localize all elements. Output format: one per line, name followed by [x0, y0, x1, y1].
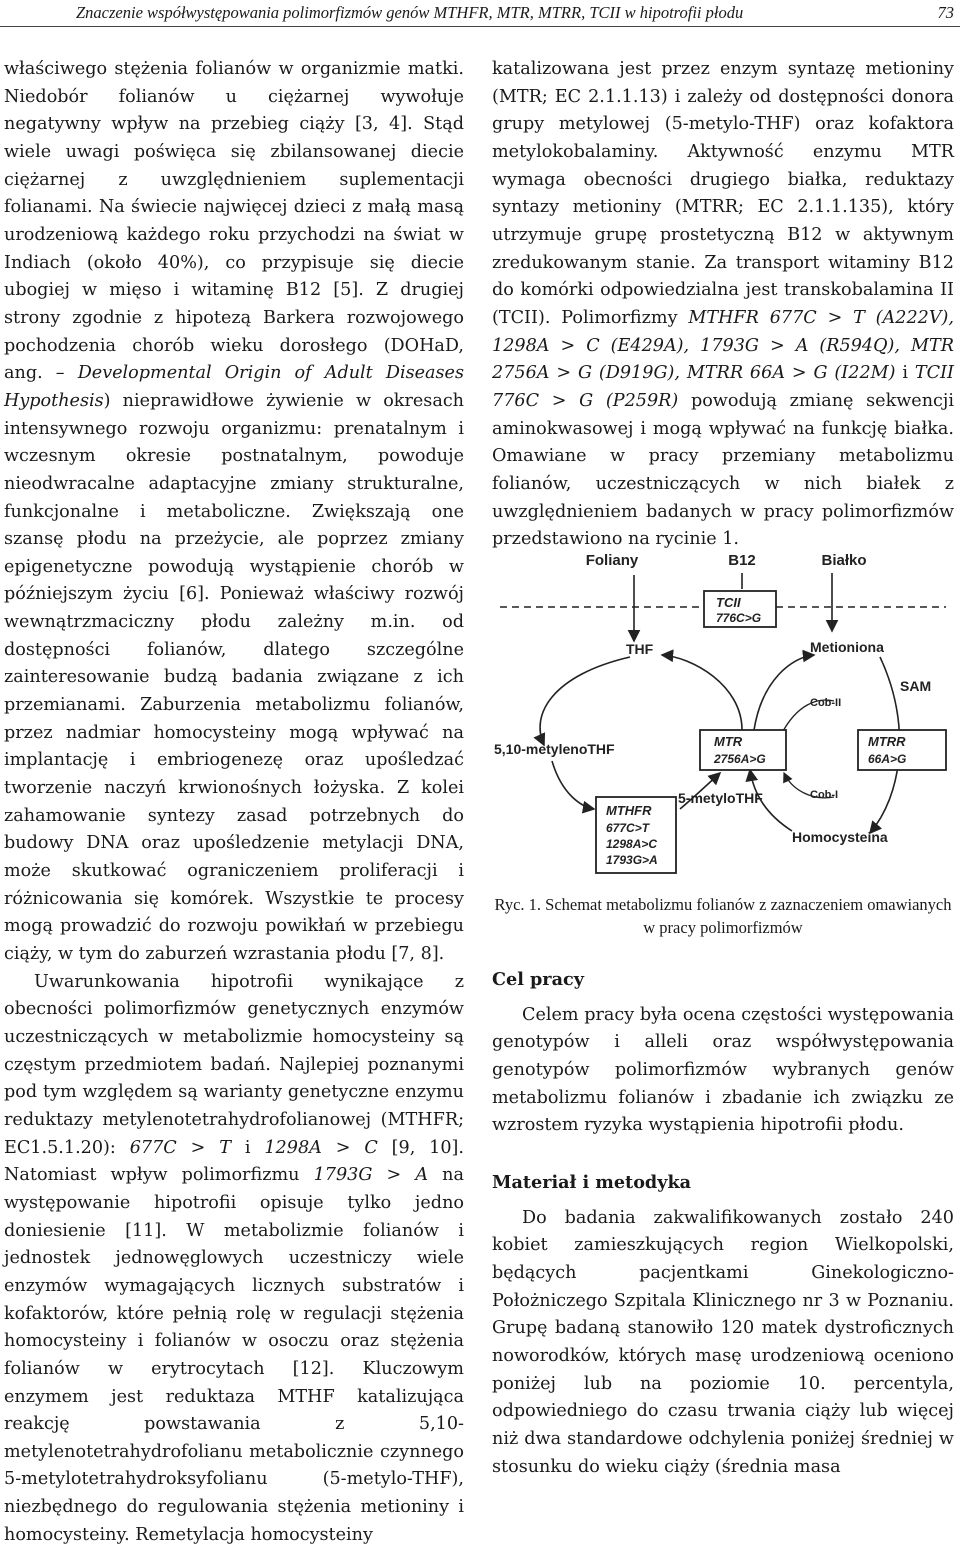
arrow-mtr-to-metioniona [754, 655, 814, 730]
left-paragraph-2 [4, 969, 464, 1549]
label-bialko: Białko [821, 552, 867, 569]
label-metioniona: Metioniona [810, 639, 884, 655]
right-column-bottom [492, 966, 954, 1481]
mtr-name: MTR [714, 734, 743, 749]
folate-diagram [492, 545, 954, 885]
page-number: 73 [937, 3, 954, 22]
italic-term: TCII 776C > G (P259R) [492, 363, 955, 411]
label-metylothf: 5-metyloTHF [678, 790, 763, 806]
tcii-name: TCII [716, 595, 741, 610]
mthfr-variant-2: 1298A>C [606, 837, 658, 851]
header-rule [0, 26, 960, 27]
italic-term: 677C > T [129, 1137, 231, 1158]
text-run: właściwego stężenia folianów w organizmie matki. Niedobór folianów u ciężarnej wywołuje negatywny wpływ na przebieg ciąży [3, 4]. Stąd wiele uwagi poświęca się zbilansowanej diecie ciężarnej z uwzględnieniem suplementacji folianami. Na świecie najwięcej dzieci z małą masą urodzeniową każdego roku przychodzi na świat w Indiach (około 40%), co przypisuje się diecie ubogiej w mięso i witaminę B12 [5]. Z drugiej strony zgodnie z hipotezą Barkera rozwojowego pochodzenia chorób wieku dorosłego (DOHaD, ang. – [4, 59, 464, 384]
arrow-thf-to-metylenothf [540, 657, 630, 745]
mtr-variant: 2756A>G [714, 752, 766, 766]
arrow-metylenothf-to-mthfr [552, 761, 594, 809]
italic-term: 1793G > A [313, 1165, 429, 1186]
italic-term: MTHFR 677C > T (A222V), 1298A > C (E429A), 1793G > A (R594Q), MTR 2756A > G (D919G), MTRR 66A > G (I22M) [492, 307, 954, 384]
running-title: Znaczenie współwystępowania polimorfizmów genów MTHFR, MTR, MTRR, TCII w hipotrofii płodu [76, 3, 744, 22]
text-run: i [230, 1137, 265, 1158]
label-homocysteina: Homocysteina [792, 829, 888, 845]
italic-term: Developmental Origin of Adult Diseases Hypothesis [4, 363, 464, 411]
text-run: ) nieprawidłowe żywienie w okresach intensywnego rozwoju organizmu: prenatalnym i wczesnym okresie postnatalnym, powoduje nieodwracalne adaptacyjne zmiany strukturalne, funkcjonalne i metaboliczne. Zwiększają one szansę płodu na przeżycie, ale poprzez zmiany epigenetyczne powodują wystąpienie chorób w późniejszym życiu [6]. Ponieważ właściwy rozwój wewnątrzmaciczny płodu zależny m.in. od dostępności folianów, dlatego szczególne zainteresowanie budzą badania związane z ich przemianami. Zaburzenia metabolizmu folianów, przez nadmiar homocysteiny mogą wpływać na implantację i embriogenezę oraz upośledzać tworzenie naczyń krwionośnych łożyska. Z kolei zahamowanie syntezy zasad potrzebnych do budowy DNA oraz upośledzenie metylacji DNA, może skutkować ograniczeniem proliferacji i różnicowania się komórek. Wszystkie te procesy mogą prowadzić do rozwoju powikłań w przebiegu ciąży, w tym do zaburzeń wzrastania płodu [7, 8]. [4, 390, 464, 964]
right-paragraph-1 [492, 56, 954, 554]
tcii-variant: 776C>G [716, 611, 762, 625]
label-cob-ii: Cob-II [810, 697, 842, 709]
text-run: katalizowana jest przez enzym syntazę metioniny (MTR; EC 2.1.1.13) i zależy od dostępności donora grupy metylowej (5-metylo-THF) oraz kofaktora metylokobalaminy. Aktywność enzymu MTR wymaga obecności drugiego białka, reduktazy syntazy metioniny (MTRR; EC 2.1.1.135), który utrzymuje grupę prostetyczną B12 w aktywnym zredukowanym stanie. Za transport witaminy B12 do komórki odpowiedzialna jest transkobalamina II (TCII). Polimorfizmy [492, 59, 954, 328]
mtrr-variant: 66A>G [868, 752, 907, 766]
arrow-mtr-to-thf [662, 655, 742, 730]
section-text-material: Do badania zakwalifikowanych zostało 240 kobiet zamieszkujących region Wielkopolski, będących pacjentkami Ginekologiczno-Położniczego Szpitala Klinicznego nr 3 w Poznaniu. Grupę badaną stanowiło 120 matek dystroficznych noworodków, których masę urodzeniową oceniono poniżej lub na poziomie 10. percentyla, odpowiedniego do czasu trwania ciąży lub więcej niż dwa standardowe odchylenia poniżej średniej w stosunku do wieku ciąży (średnia masa [492, 1207, 954, 1477]
label-cob-i: Cob-I [810, 789, 839, 801]
right-column-top [492, 56, 954, 554]
section-title-material: Materiał i metodyka [492, 1171, 692, 1193]
label-b12: B12 [728, 552, 756, 569]
figure-folate-metabolism [492, 545, 954, 885]
text-run: i [895, 363, 915, 384]
text-run: [9, 10]. Natomiast wpływ polimorfizmu [4, 1137, 465, 1186]
label-foliany: Foliany [585, 552, 639, 569]
mthfr-variant-1: 677C>T [606, 821, 650, 835]
label-sam: SAM [900, 678, 932, 694]
text-run: powodują zmianę sekwencji aminokwasowej i mogą wpływać na funkcję białka. Omawiane w pracy przemiany metabolizmu folianów, uczestniczących w nich białek z uwzględnieniem badanych w pracy polimorfizmów przedstawiono na rycinie 1. [492, 390, 954, 550]
label-metylenothf: 5,10-metylenoTHF [494, 741, 615, 757]
mthfr-name: MTHFR [606, 803, 652, 818]
mthfr-variant-3: 1793G>A [606, 853, 658, 867]
text-run: Uwarunkowania hipotrofii wynikające z obecności polimorfizmów genetycznych enzymów uczestniczących w metabolizmie homocysteiny są częstym przedmiotem badań. Najlepiej poznanymi pod tym względem są warianty genetyczne enzymu reduktazy metylenotetrahydrofolianowej (MTHFR; EC1.5.1.20): [4, 971, 464, 1158]
section-text-cel: Celem pracy była ocena częstości występowania genotypów i alleli oraz współwystępowania genotypów polimorfizmów wybranych genów metabolizmu folianów i zbadanie ich związku ze wzrostem ryzyka wystąpienia hipotrofii płodu. [492, 1004, 954, 1136]
mtrr-name: MTRR [868, 734, 906, 749]
text-run: na występowanie hipotrofii opisuje tylko jedno doniesienie [11]. W metabolizmie folianów i jednostek jednowęglowych uczestniczy wiele enzymów wymagających licznych substratów i kofaktorów, które pełnią rolę w regulacji stężenia homocysteiny i folianów w osoczu oraz stężenia folianów w erytrocytach [12]. Kluczowym enzymem jest reduktaza MTHF katalizująca reakcję powstawania z 5,10-metylenotetrahydrofolianu metabolicznie czynnego 5-metylotetrahydroksyfolianu (5-metylo-THF), niezbędnego do regulowania stężenia metioniny i homocysteiny. Remetylacja homocysteiny [4, 1165, 464, 1545]
figure-caption: Ryc. 1. Schemat metabolizmu folianów z zaznaczeniem omawianych w pracy polimorfizmów [494, 895, 952, 937]
label-thf: THF [626, 641, 654, 657]
italic-term: 1298A > C [264, 1137, 378, 1158]
running-head [0, 0, 960, 28]
left-paragraph-1 [4, 56, 464, 969]
section-title-cel: Cel pracy [492, 969, 584, 990]
left-column [4, 56, 464, 1549]
